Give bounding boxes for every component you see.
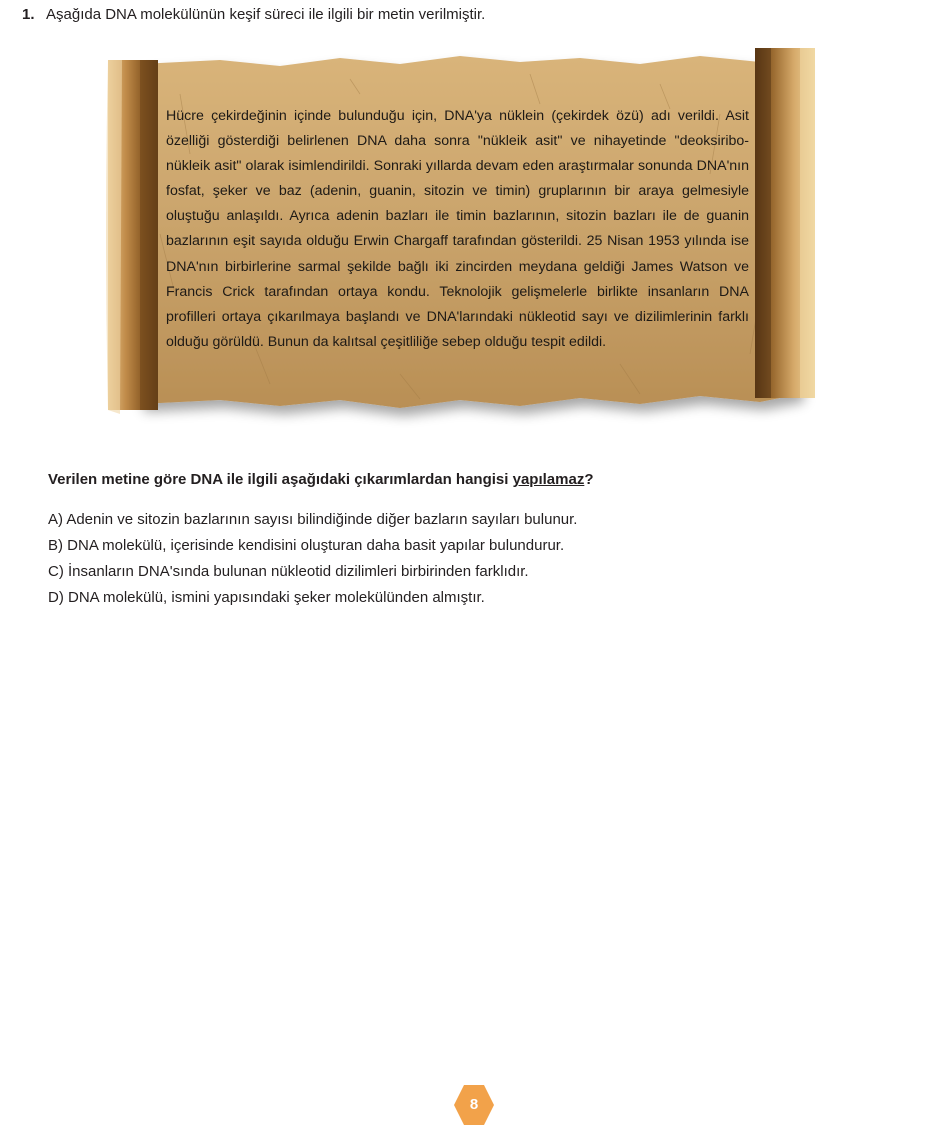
parchment-scroll (100, 34, 840, 444)
option-b[interactable]: B) DNA molekülü, içerisinde kendisini oluşturan daha basit yapılar bulundurur. (48, 537, 565, 554)
prompt-text: Verilen metine göre DNA ile ilgili aşağıdaki çıkarımlardan hangisi (48, 471, 513, 488)
question-number: 1. (22, 6, 35, 23)
option-d[interactable]: D) DNA molekülü, ismini yapısındaki şeker molekülünden almıştır. (48, 589, 485, 606)
prompt-negative-word: yapılamaz (512, 471, 585, 488)
option-c[interactable]: C) İnsanların DNA'sında bulunan nükleotid dizilimleri birbirinden farklıdır. (48, 563, 529, 580)
scroll-text (166, 104, 749, 355)
page-number: 8 (469, 1096, 479, 1113)
question-header (22, 6, 485, 24)
option-a[interactable]: A) Adenin ve sitozin bazlarının sayısı bilindiğinde diğer bazların sayıları bulunur. (48, 511, 578, 528)
question-prompt (48, 470, 594, 490)
prompt-question-mark: ? (584, 471, 594, 488)
question-intro: Aşağıda DNA molekülünün keşif süreci ile ilgili bir metin verilmiştir. (46, 6, 486, 23)
page-number-badge (453, 1083, 495, 1127)
answer-options (48, 507, 577, 611)
scroll-paragraph: Hücre çekirdeğinin içinde bulunduğu için, DNA'ya nüklein (çekirdek özü) adı verildi. Asit özelliği gösterdiği belirlenen DNA daha sonra "nükleik asit" ve nihayetinde "deoksiribo-nükleik asit" olarak isimlendirildi. Sonraki yıllarda devam eden araştırmalar sonunda DNA'nın fosfat, şeker ve baz (adenin, guanin, sitozin ve timin) gruplarının bir araya gelmesiyle oluştuğu anlaşıldı. Ayrıca adenin bazları ile timin bazlarının, sitozin bazları ile de guanin bazlarının eşit sayıda olduğu Erwin Chargaff tarafından gösterildi. 25 Nisan 1953 yılında ise DNA'nın birbirlerine sarmal şekilde bağlı iki zincirden meydana geldiği James Watson ve Francis Crick tarafından ortaya kondu. Teknolojik gelişmelerle birlikte insanların DNA profilleri ortaya çıkarılmaya başlandı ve DNA'larındaki nükleotid sayı ve dizilimlerinin farklı olduğu görüldü. Bunun da kalıtsal çeşitliliğe sebep olduğu tespit edildi. (166, 108, 749, 350)
